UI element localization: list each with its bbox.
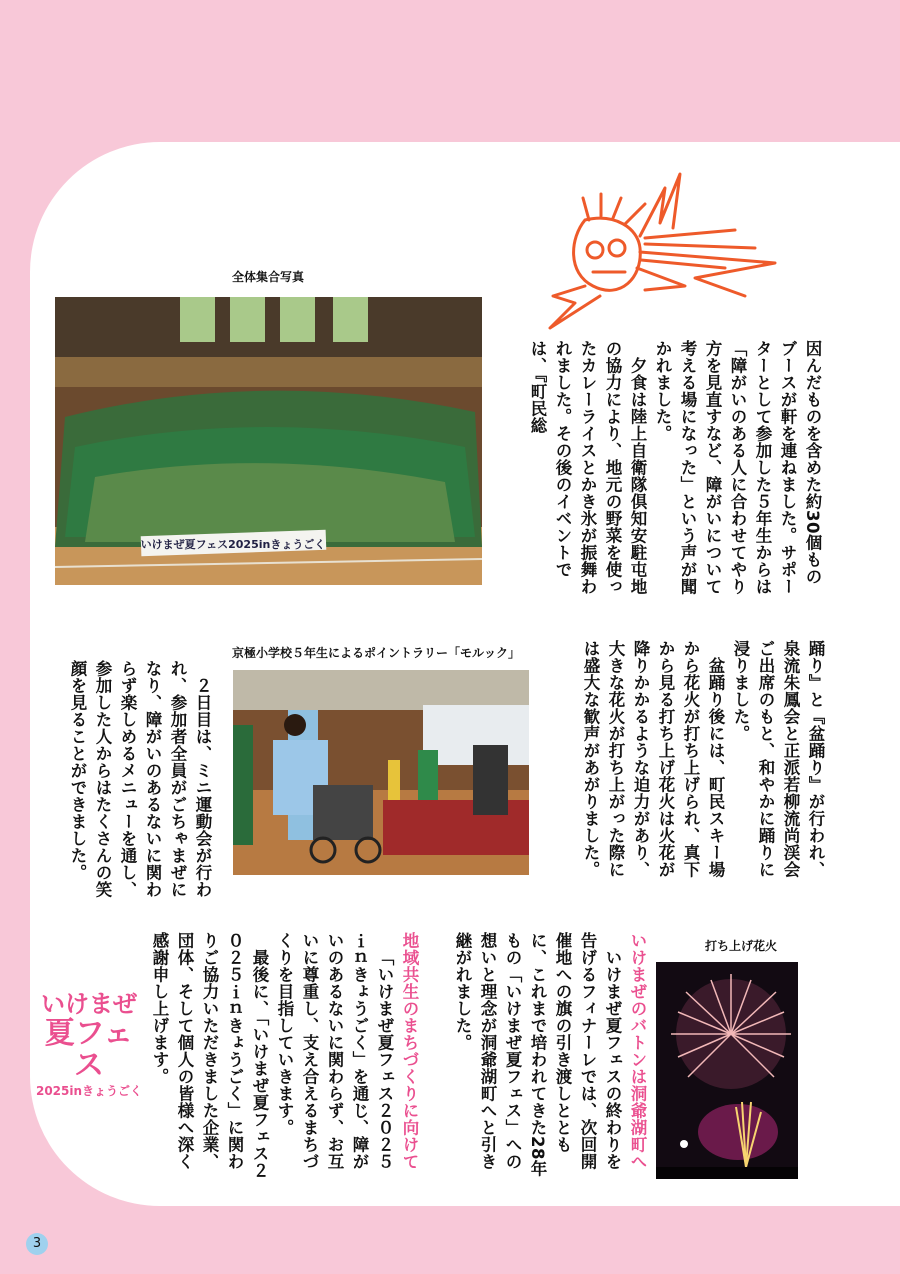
paragraph: 最後に、「いけまぜ夏フェス２０２５ｉｎきょうごく」に関わりご協力いただきました企業、団体、そして個人の皆様へ深く感謝申し上げます。 — [150, 932, 269, 1179]
section-heading: いけまぜのバトンは洞爺湖町へ — [628, 932, 647, 1170]
group-photo — [55, 297, 482, 585]
article-column-bottom-right — [450, 932, 650, 1180]
comet-mascot-icon — [545, 168, 785, 333]
page-number: 3 — [26, 1233, 48, 1255]
paragraph: いけまぜ夏フェスの終わりを告げるフィナーレでは、次回開催地への旗の引き渡しとともに、これまで培われてきた28年もの「いけまぜ夏フェス」への想いと理念が洞爺湖町へと引き継がれました。 — [453, 932, 622, 1177]
paragraph: 因んだものを含めた約30個ものブースが軒を連ねました。サポーターとして参加した５年生からは「障がいのある人に合わせてやり方を見直すなど、障がいについて考える場になった」という声が聞かれました。 — [653, 340, 822, 595]
article-column-mid-left — [40, 660, 215, 900]
section-heading: 地域共生のまちづくりに向けて — [400, 932, 419, 1170]
rally-photo-caption: 京極小学校５年生によるポイントラリー「モルック」 — [232, 646, 521, 660]
paragraph: ２日目は、ミニ運動会が行われ、参加者全員がごちゃまぜになり、障がいのあるないに関わらず楽しめるメニューを通し、参加した人からはたくさんの笑顔を見ることができました。 — [68, 660, 212, 898]
rally-photo — [233, 670, 529, 875]
fireworks-photo — [656, 962, 798, 1179]
logo-line: 夏フェス — [44, 1016, 134, 1083]
paragraph: 踊り』と『盆踊り』が行われ、泉流朱鳳会と正派若柳流尚渓会ご出席のもと、和やかに踊りに浸りました。 — [731, 640, 825, 878]
logo-line: 2025inきょうごく — [35, 1084, 143, 1098]
article-column-bottom-left — [150, 932, 422, 1180]
logo-line: いけまぜ — [41, 990, 137, 1018]
paragraph: 夕食は陸上自衛隊倶知安駐屯地の協力により、地元の野菜を使ったカレーライスとかき氷が振舞われました。その後のイベントでは、『町民総 — [528, 340, 647, 595]
event-logo — [30, 988, 148, 1098]
article-column-mid-right — [548, 640, 828, 885]
paragraph: 盆踊り後には、町民スキー場から花火が打ち上げられ、真下から見る打ち上げ花火は火花が降りかかるような迫力があり、大きな花火が打ち上がった際には盛大な歓声があがりました。 — [581, 640, 725, 878]
paragraph: 「いけまぜ夏フェス２０２５ｉｎきょうごく」を通じ、障がいのあるないに関わらず、お互いに尊重し、支え合えるまちづくりを目指していきます。 — [275, 932, 394, 1170]
article-column-top — [505, 340, 825, 595]
group-photo-caption: 全体集合写真 — [232, 270, 305, 284]
fireworks-photo-caption: 打ち上げ花火 — [705, 939, 778, 953]
banner-text: いけまぜ夏フェス2025inきょうごく — [140, 538, 326, 551]
